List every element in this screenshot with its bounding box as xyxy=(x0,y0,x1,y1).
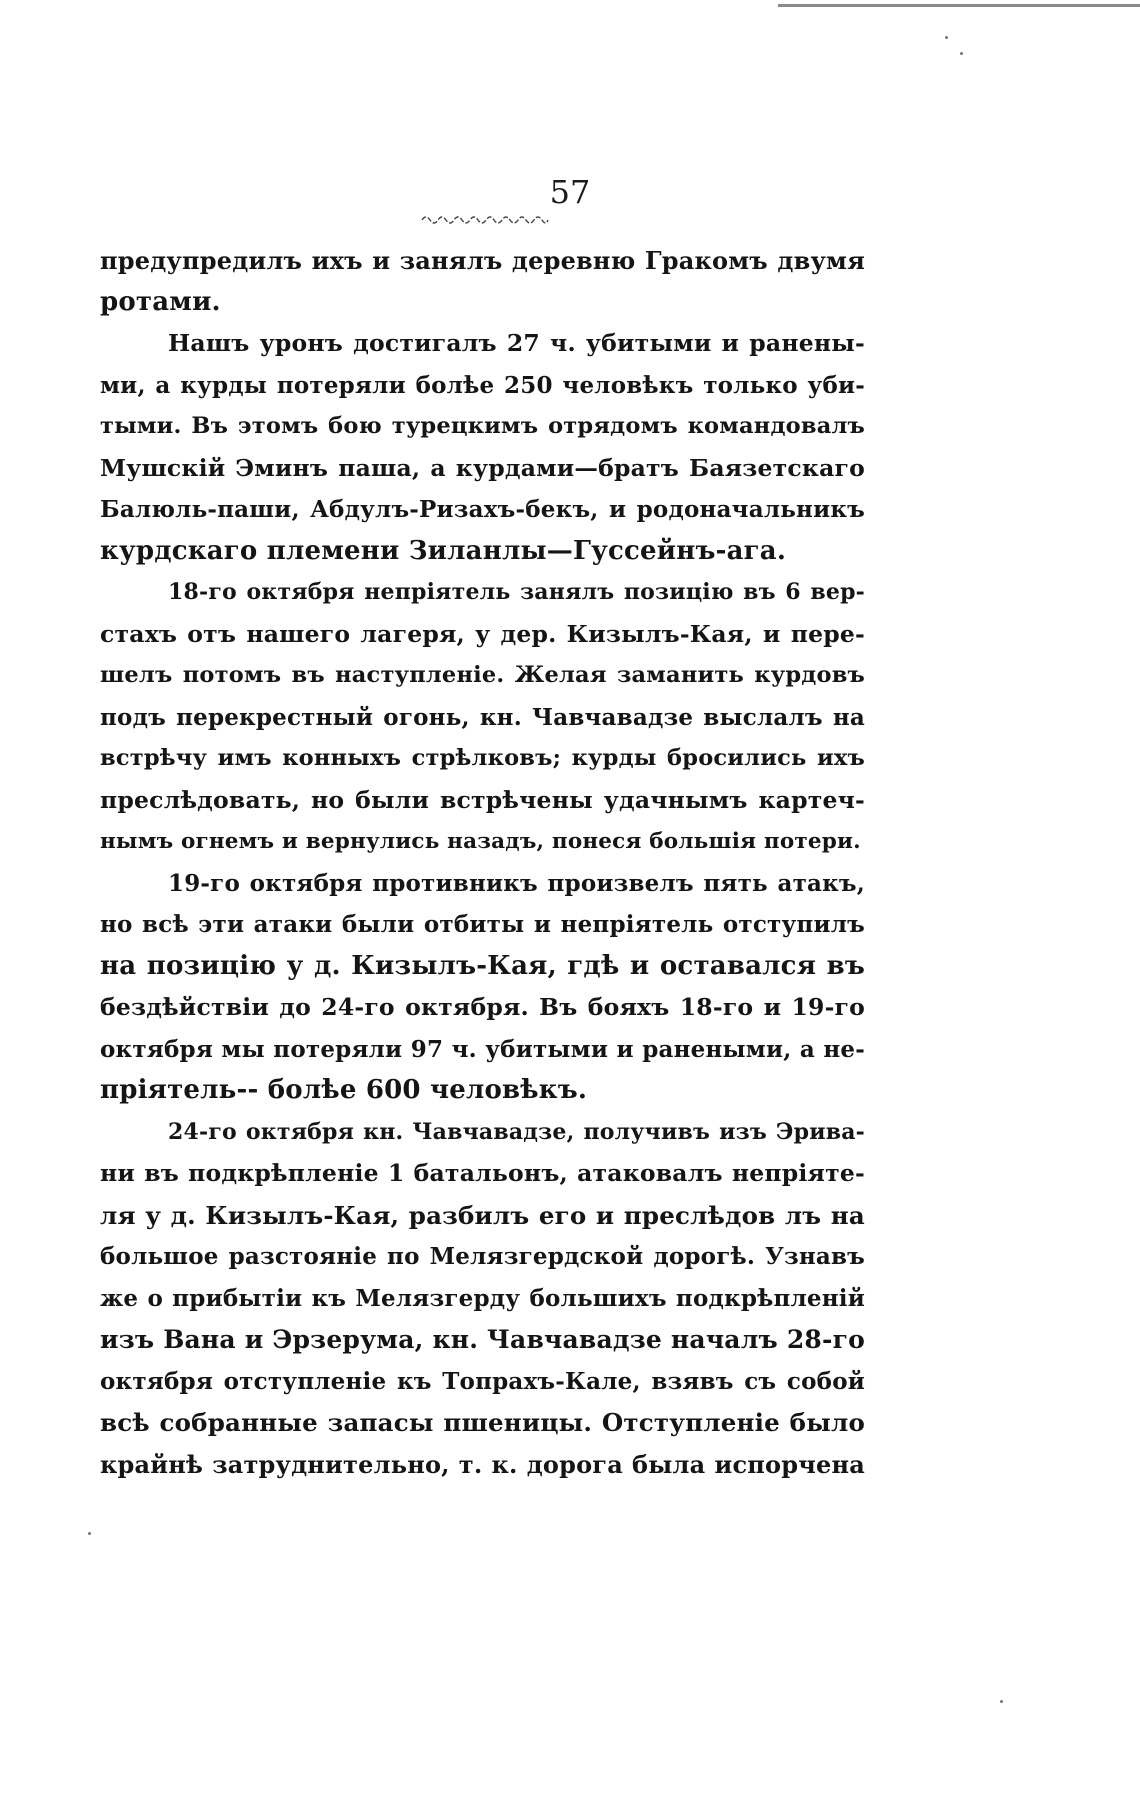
text-line: бездѣйствіи до 24-го октября. Въ бояхъ 18-го и 19-го xyxy=(100,993,865,1021)
text-line: 24-го октября кн. Чавчавадзе, получивъ изъ Эрива- xyxy=(168,1118,865,1145)
text-line: октября отступленіе къ Топрахъ-Кале, взявъ съ собой xyxy=(100,1367,865,1395)
body-text xyxy=(100,240,865,1485)
page-number: 57 xyxy=(549,173,591,211)
scan-speck xyxy=(945,36,948,39)
text-line: 18-го октября непріятель занялъ позицію въ 6 вер- xyxy=(168,579,865,605)
text-line: подъ перекрестный огонь, кн. Чавчавадзе выслалъ на xyxy=(100,703,865,731)
text-line: на позицію у д. Кизылъ-Кая, гдѣ и оставался въ xyxy=(100,950,865,981)
text-line: большое разстояніе по Мелязгердской дорогѣ. Узнавъ xyxy=(100,1243,865,1270)
text-line: Мушскій Эминъ паша, а курдами—братъ Баязетскаго xyxy=(100,453,865,482)
text-line: предупредилъ ихъ и занялъ деревню Гракомъ двумя xyxy=(100,246,865,275)
page-number-ornament xyxy=(420,212,550,226)
text-line: курдскаго племени Зиланлы—Гуссейнъ-ага. xyxy=(100,535,787,566)
text-line: преслѣдовать, но были встрѣчены удачнымъ картеч- xyxy=(100,785,865,814)
text-line: пріятель-- болѣе 600 человѣкъ. xyxy=(100,1075,588,1105)
text-line: 19-го октября противникъ произвелъ пять атакъ, xyxy=(168,869,865,897)
scan-speck xyxy=(960,52,963,55)
text-line: Балюль-паши, Абдулъ-Ризахъ-бекъ, и родоначальникъ xyxy=(100,496,865,523)
text-line: тыми. Въ этомъ бою турецкимъ отрядомъ командовалъ xyxy=(100,413,865,439)
text-line: ми, а курды потеряли болѣе 250 человѣкъ только уби- xyxy=(100,371,865,399)
text-line: ни въ подкрѣпленіе 1 батальонъ, атаковалъ непріяте- xyxy=(100,1159,865,1187)
top-edge-rule xyxy=(778,4,1140,7)
text-line: изъ Вана и Эрзерума, кн. Чавчавадзе началъ 28-го xyxy=(100,1325,865,1354)
scan-speck xyxy=(1000,1700,1003,1703)
text-line: Нашъ уронъ достигалъ 27 ч. убитыми и ранены- xyxy=(168,329,865,357)
text-line: ротами. xyxy=(100,286,221,317)
text-line: нымъ огнемъ и вернулись назадъ, понеся большія потери. xyxy=(100,829,861,854)
text-line: же о прибытіи къ Мелязгерду большихъ подкрѣпленій xyxy=(100,1284,865,1312)
text-line: но всѣ эти атаки были отбиты и непріятель отступилъ xyxy=(100,911,865,938)
text-line: встрѣчу имъ конныхъ стрѣлковъ; курды бросились ихъ xyxy=(100,745,865,771)
text-line: крайнѣ затруднительно, т. к. дорога была испорчена xyxy=(100,1449,865,1479)
text-line: октября мы потеряли 97 ч. убитыми и ранеными, а не- xyxy=(100,1035,865,1063)
text-line: всѣ собранные запасы пшеницы. Отступленіе было xyxy=(100,1408,865,1437)
text-line: стахъ отъ нашего лагеря, у дер. Кизылъ-Кая, и пере- xyxy=(100,619,865,648)
scan-speck xyxy=(88,1532,91,1535)
text-line: ля у д. Кизылъ-Кая, разбилъ его и преслѣдов лъ на xyxy=(100,1200,865,1230)
text-line: шелъ потомъ въ наступленіе. Желая заманить курдовъ xyxy=(100,662,865,688)
